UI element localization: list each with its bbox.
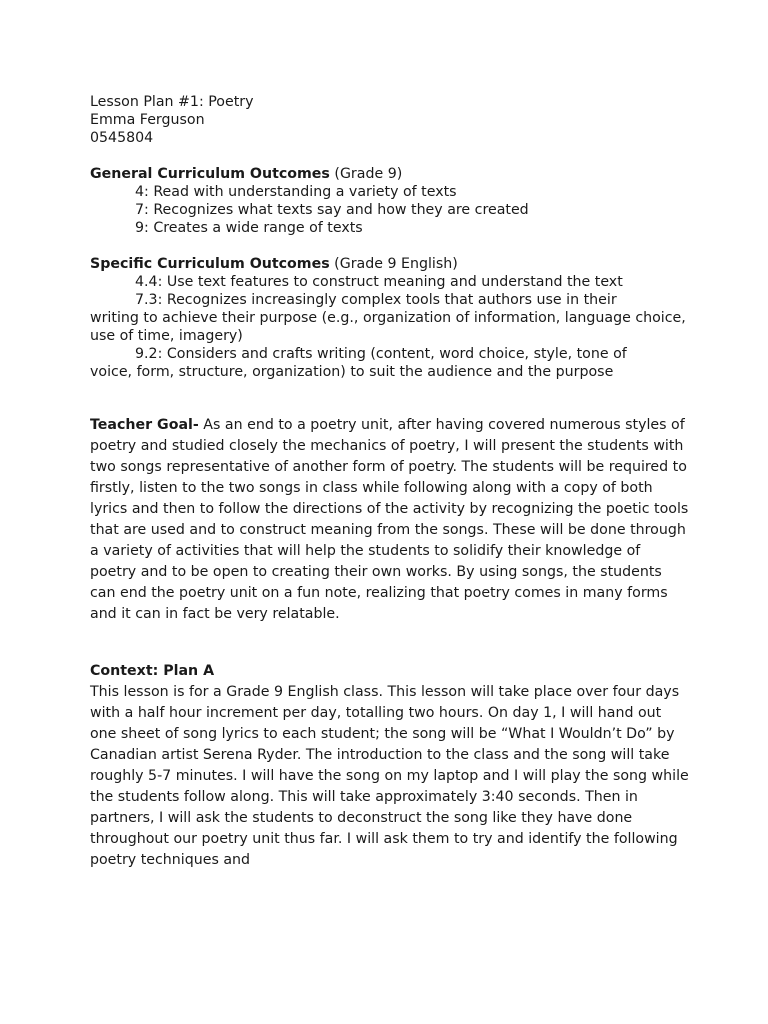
document-title: Lesson Plan #1: Poetry: [90, 94, 254, 110]
specific-outcomes-heading: Specific Curriculum Outcomes: [90, 256, 330, 272]
general-outcomes-grade: (Grade 9): [334, 166, 403, 182]
student-id: 0545804: [90, 130, 154, 146]
context-paragraph: This lesson is for a Grade 9 English class. This lesson will take place over four days with a half hour increment per day, totalling two hours. On day 1, I will hand out one sheet of song lyrics to each student; the song will be “What I Wouldn’t Do” by Canadian artist Serena Ryder. The introduction to the class and the song will take roughly 5-7 minutes. I will have the song on my laptop and I will play the song while the students follow along. This will take approximately 3:40 seconds. Then in partners, I will ask the students to deconstruct the song like they have done throughout our poetry unit thus far. I will ask them to try and identify the following poetry techniques and: [90, 684, 689, 869]
header-block: [90, 93, 690, 147]
context-section: [90, 661, 690, 871]
general-outcome-item: 4: Read with understanding a variety of texts: [135, 184, 457, 200]
specific-outcome-item-first-line: 9.2: Considers and crafts writing (content, word choice, style, tone of: [135, 346, 627, 363]
specific-outcomes-heading-line: [90, 255, 690, 273]
general-outcomes-heading: General Curriculum Outcomes: [90, 166, 330, 182]
teacher-goal-paragraph: [90, 415, 690, 625]
teacher-goal-heading: Teacher Goal-: [90, 417, 199, 434]
teacher-goal-section: [90, 415, 690, 625]
specific-outcome-item-continuation: voice, form, structure, organization) to suit the audience and the purpose: [90, 364, 614, 381]
specific-outcome-item: 4.4: Use text features to construct meaning and understand the text: [135, 274, 623, 290]
document-page: [90, 93, 690, 871]
general-outcomes-section: [90, 165, 690, 237]
general-outcome-item: 7: Recognizes what texts say and how they are created: [135, 202, 529, 218]
specific-outcome-item-continuation: writing to achieve their purpose (e.g., organization of information, language choice, use of time, imagery): [90, 310, 686, 345]
specific-outcomes-section: [90, 255, 690, 381]
teacher-goal-text: As an end to a poetry unit, after having covered numerous styles of poetry and studied closely the mechanics of poetry, I will present the students with two songs representative of another form of poetry. The students will be required to firstly, listen to the two songs in class while following along with a copy of both lyrics and then to follow the directions of the activity by recognizing the poetic tools that are used and to construct meaning from the songs. These will be done through a variety of activities that will help the students to solidify their knowledge of poetry and to be open to creating their own works. By using songs, the students can end the poetry unit on a fun note, realizing that poetry comes in many forms and it can in fact be very relatable.: [90, 417, 689, 623]
specific-outcome-item-first-line: 7.3: Recognizes increasingly complex tools that authors use in their: [135, 292, 617, 308]
specific-outcomes-grade: (Grade 9 English): [334, 256, 458, 272]
author-name: Emma Ferguson: [90, 112, 205, 128]
context-heading: Context: Plan A: [90, 663, 215, 680]
general-outcome-item: 9: Creates a wide range of texts: [135, 220, 363, 236]
general-outcomes-heading-line: [90, 165, 690, 183]
